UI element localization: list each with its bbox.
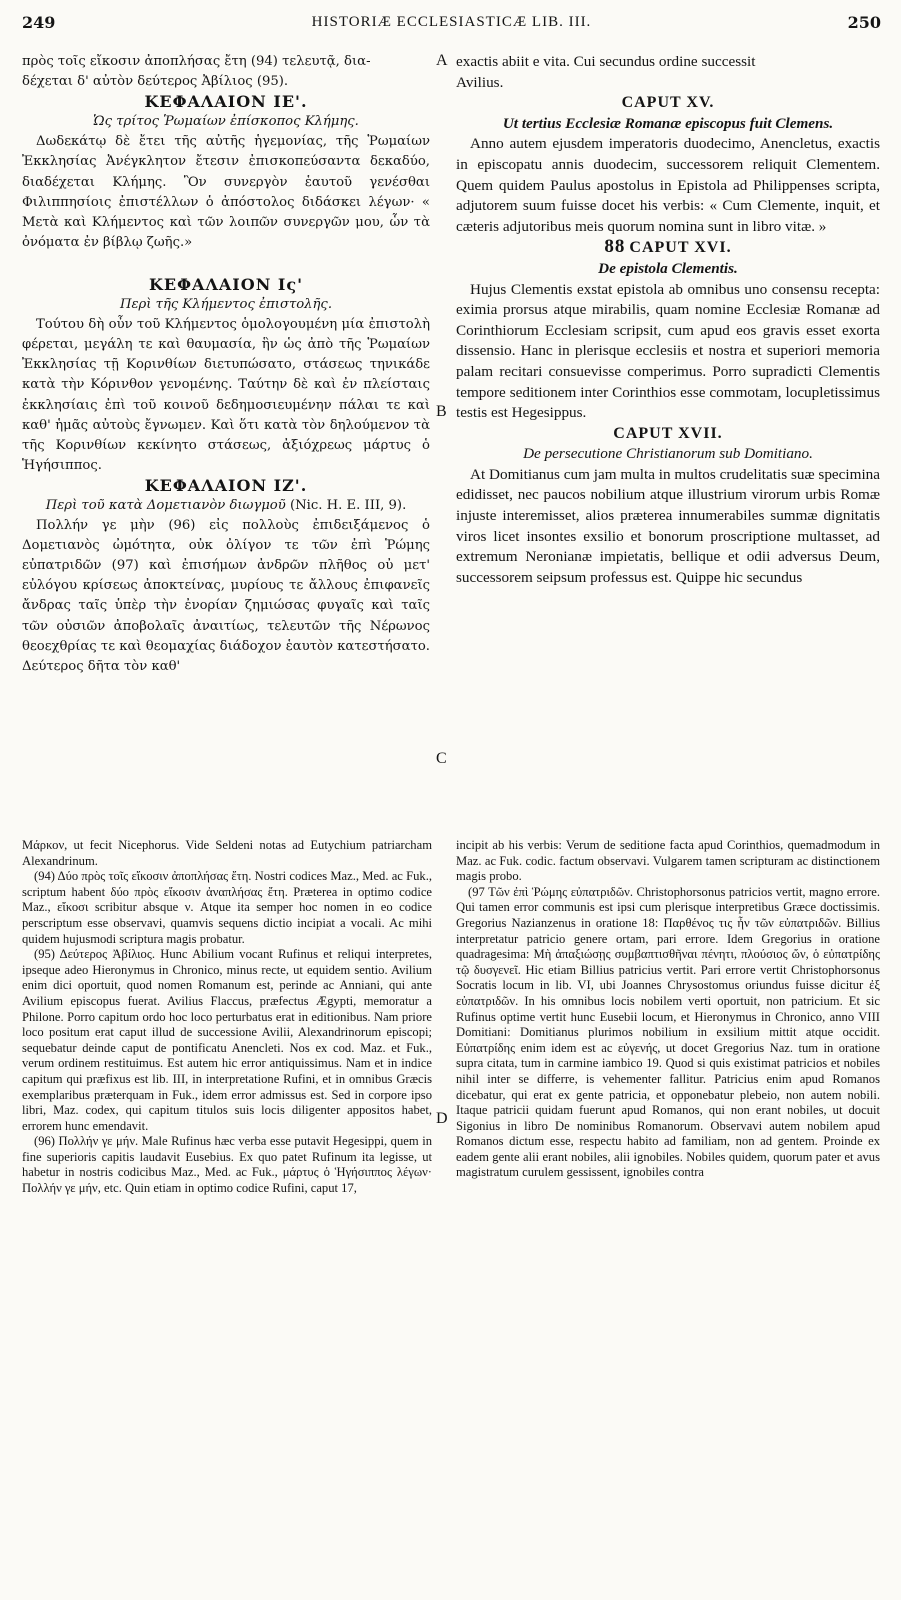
footnote-97: (97 Τῶν ἐπὶ Ῥώμης εὐπατριδῶν. Christophorsonus patricios vertit, magno errore. Qui tamen error communis est ipsi cum plerisque interpretibus Græce doctissimis. Gregorius Nazianzenus in oratione 18: Παρθένος τις ἦν τῶν εὐπατριδῶν. Billius interpretatur patricio genere ortam, pari errore. Idem Gregorius in oratione quadragesima: Μὴ ἀπαξιώσῃς συμβαπτισθῆναι πένητι, πλούσιος ὤν, ὁ εὐπατρίδης τῷ δυσγενεῖ. Hic etiam Billius patricius vertit. Pari errore vertit Christophorsonus Socratis locum in lib. VI, ubi Joannes Chrysostomus oriundus fuisse dicitur ἐξ εὐπατριδῶν. In his omnibus locis nobilem verti oportuit, non patricium. Et sic Rufinus optime vertit hunc Eusebii locum, et Hieronymus in Chronico, anno VIII Domitiani: Domitianus plurimos nobilium in exsilium mittit atque occidit. Εὐπατρίδης enim idem est ac εὐγενής, ut docet Gregorius Naz. tum in oratione supra citata, tum in carmine iambico 19. Quod si quis existimat patricios et nobiles nihil inter se differre, is vehementer fallitur. Patricius enim apud Romanos dicebatur, qui erat ex gente patricia, et opponebatur plebeio, non autem nobili. Itaque patricii quidam fuerunt apud Romanos, qui non erant nobiles, ut docuit Sigonius in libro De nominibus Romanorum. Observavi autem nobilem apud Romanos dictum esse, respectu habito ad familiam, non ad gentem. Proinde ex eadem gente alii erant nobiles, alii ignobiles. Nobiles quidem, quorum pater et avus magistratum curulem gessissent, ignobiles contra bbox=[456, 884, 880, 1180]
latin-chapter-15-text: Anno autem ejusdem imperatoris duodecimo, Anencletus, exactis in episcopatu annis duodecim, successorem reliquit Clementem. Quem quidem Paulus apostolus in Epistola ad Philippenses scripta, adjutorem suum fuisse docet his verbis: « Cum Clemente, inquit, et cæteris adjutoribus meis quorum nomina sunt in libro vitæ. » bbox=[456, 135, 880, 235]
footnote-96-continuation: incipit ab his verbis: Verum de seditione facta apud Corinthios, quemadmodum in Maz. ac Fuk. codic. factum observavi. Vulgarem tamen scripturam ac distinctionem magis probo. bbox=[456, 838, 880, 884]
latin-chapter-16-heading: CAPUT XVI. bbox=[629, 239, 732, 257]
greek-chapter-15-subtitle: Ὡς τρίτος Ῥωμαίων ἐπίσκοπος Κλήμης. bbox=[93, 114, 359, 130]
margin-marker-c: C bbox=[436, 750, 447, 767]
greek-chapter-16-subtitle: Περὶ τῆς Κλήμεντος ἐπιστολῆς. bbox=[119, 297, 333, 313]
greek-chapter-16-heading: ΚΕΦΑΛΑΙΟΝ Ις' bbox=[148, 274, 304, 294]
footnote-96: (96) Πολλήν γε μήν. Male Rufinus hæc verba esse putavit Hegesippi, quem in fine superioris capitis laudavit Eusebius. Ex quo patet Rufinum ita legisse, ut habetur in nostris codicibus Maz., Med. ac Fuk., μάρτυς ὁ Ἡγήσιππος λέγων· Πολλήν γε μήν, etc. Quin etiam in optimo codice Rufini, caput 17, bbox=[22, 1134, 432, 1196]
footnote-95: (95) Δεύτερος Ἀβίλιος. Hunc Abilium vocant Rufinus et reliqui interpretes, ipseque adeo Hieronymus in Chronico, minus recte, ut equidem sentio. Avilium enim dici oportuit, quod nomen Romanum est, perinde ac Anniani, qui ante Avilium episcopus fuerat. Avilius Flaccus, præfectus Ægypti, memoratur a Philone. Porro capitum ordo hoc loco perturbatus erat in editionibus. Nam priore loco positum erat caput illud de successione Avilii, Alexandrinorum episcopi; sequebatur deinde caput de pontificatu Anencleti. Nos ex cod. Maz. et Fuk., verum ordinem restituimus. Est autem hic error antiquissimus. Nam et in indice capitum qui præfixus est lib. III, in interpretatione Rufini, et in omnibus Græcis exemplaribus præterquam in Fuk., idem error admissus est. Sed in corpore ipso libri, Maz. codex, qui capitum titulos suis locis diligenter appositos habet, errorem hunc emendavit. bbox=[22, 947, 432, 1133]
margin-marker-d: D bbox=[436, 1110, 448, 1127]
latin-line-1: exactis abiit e vita. Cui secundus ordine successit bbox=[456, 53, 756, 70]
greek-chapter-15-text: Δωδεκάτῳ δὲ ἔτει τῆς αὐτῆς ἡγεμονίας, τῆς Ῥωμαίων Ἐκκλησίας Ἀνέγκλητον ἔτεσιν ἐπισκοπεύσαντα δεκαδύο, διαδέχεται Κλήμης. Ὃν συνεργὸν ἑαυτοῦ γενέσθαι Φιλιππησίοις ἐπιστέλλων ὁ ἀπόστολος διδάσκει λέγων· « Μετὰ καὶ Κλήμεντος καὶ τῶν λοιπῶν συνεργῶν μου, ὧν τὰ ὀνόματα ἐν βίβλῳ ζωῆς.» bbox=[22, 134, 430, 250]
latin-chapter-17-subtitle: De persecutione Christianorum sub Domitiano. bbox=[523, 445, 813, 463]
footnotes-right-column bbox=[456, 838, 880, 1181]
footnote-carryover: Μάρκον, ut fecit Nicephorus. Vide Seldeni notas ad Eutychium patriarcham Alexandrinum. bbox=[22, 838, 432, 868]
latin-chapter-16-text: Hujus Clementis exstat epistola ab omnibus uno consensu recepta: eximia prorsus atque mirabilis, quam nomine Ecclesiæ Romanæ ad Corinthiorum Ecclesiam scripsit, cum apud eos gravis esset exorta dissensio. Hanc in plerisque ecclesiis et nostra et superiori memoria palam recitari consuevisse comperimus. Porro supradicti Clementis tempore seditionem inter Corinthios esse commotam, locupletissimus testis est Hegesippus. bbox=[456, 280, 880, 422]
page-number-right: 250 bbox=[847, 13, 881, 32]
running-header bbox=[22, 13, 881, 39]
page-number-left: 249 bbox=[22, 13, 56, 32]
greek-chapter-17-subtitle bbox=[22, 496, 430, 516]
margin-marker-b: B bbox=[436, 403, 447, 420]
latin-chapter-16-subtitle: De epistola Clementis. bbox=[598, 259, 738, 277]
latin-chapter-17-text: At Domitianus cum jam multa in multos crudelitatis suæ specimina edidisset, nec paucos nobilium atque illustrium virorum urbis Romæ injuste interemisset, alios præterea innumerabiles summæ dignitatis viros licet insontes exsilio et bonorum proscriptione multasset, ad extremum Neronianæ impietatis, bellique et odii adversus Deum, successorem seipsum professus est. Quippe hic secundus bbox=[456, 465, 880, 586]
greek-line-1: πρὸς τοῖς εἴκοσιν ἀποπλήσας ἔτη (94) τελευτᾷ, δια- bbox=[22, 54, 371, 69]
latin-chapter-15-heading: CAPUT XV. bbox=[621, 94, 715, 112]
greek-text-column bbox=[22, 52, 430, 677]
column-number-88: 88 bbox=[604, 236, 626, 258]
greek-chapter-17-text: Πολλήν γε μὴν (96) εἰς πολλοὺς ἐπιδειξάμενος ὁ Δομετιανὸς ὠμότητα, οὐκ ὀλίγον τε τῶν ἐπὶ Ῥώμης εὐπατριδῶν (97) καὶ ἐπισήμων ἀνδρῶν πλῆθος οὐ μετ' εὐλόγου κρίσεως ἀποκτείνας, μυρίους τε ἄλλους ἐπιφανεῖς ἄνδρας ταῖς ὑπὲρ τὴν ἐνορίαν ζημιώσας φυγαῖς καὶ ταῖς τῶν οὐσιῶν ἀποβολαῖς ἀναιτίως, τελευτῶν τῆς Νέρωνος θεοεχθρίας τε καὶ θεομαχίας διάδοχον ἑαυτὸν κατεστήσατο. Δεύτερος δῆτα τὸν καθ' bbox=[22, 518, 430, 674]
latin-chapter-15-subtitle: Ut tertius Ecclesiæ Romanæ episcopus fuit Clemens. bbox=[502, 114, 834, 132]
greek-chapter-16-text: Τούτου δὴ οὖν τοῦ Κλήμεντος ὁμολογουμένη μία ἐπιστολὴ φέρεται, μεγάλη τε καὶ θαυμασία, ἣν ὡς ἀπὸ τῆς Ῥωμαίων Ἐκκλησίας τῇ Κορινθίων διετυπώσατο, στάσεως τηνικάδε κατὰ τὴν Κόρινθον γενομένης. Ταύτην δὲ καὶ ἐν πλείσταις ἐκκλησίαις ἐπὶ τοῦ κοινοῦ δεδημοσιευμένην πάλαι τε καὶ καθ' ἡμᾶς αὐτοὺς ἔγνωμεν. Καὶ ὅτι κατὰ τὸν δηλούμενον τὰ τῆς Κορινθίων κεκίνητο στάσεως, ἀξιόχρεως μάρτυς ὁ Ἡγήσιππος. bbox=[22, 317, 430, 473]
latin-text-column bbox=[456, 52, 880, 588]
footnotes-left-column bbox=[22, 838, 432, 1197]
margin-marker-a: A bbox=[436, 52, 448, 69]
footnote-94: (94) Δύο πρὸς τοῖς εἴκοσιν ἀποπλήσας ἔτη. Nostri codices Maz., Med. ac Fuk., scriptum habent δύο πρὸς εἴκοσιν ἀναπλήσας ἔτη. Præterea in optimo codice Maz., εἴκοσι scribitur absque ν. Atque ita semper hoc nomen in eo codice perscriptum esse observavi, quamvis sequens dictio incipiat a vocali. Ac mihi quidem hujusmodi scriptura magis probatur. bbox=[22, 869, 432, 946]
greek-chapter-17-reference: (Nic. H. E. III, 9). bbox=[289, 497, 407, 513]
latin-chapter-16-heading-line bbox=[456, 237, 880, 259]
latin-chapter-17-heading: CAPUT XVII. bbox=[613, 424, 723, 442]
greek-chapter-17-subtitle-text: Περὶ τοῦ κατὰ Δομετιανὸν διωγμοῦ bbox=[45, 497, 286, 513]
greek-chapter-17-heading: ΚΕΦΑΛΑΙΟΝ ΙΖ'. bbox=[144, 475, 308, 495]
latin-line-2: Avilius. bbox=[456, 73, 504, 91]
greek-line-2: δέχεται δ' αὐτὸν δεύτερος Ἀβίλιος (95). bbox=[22, 74, 289, 90]
greek-chapter-15-heading: ΚΕΦΑΛΑΙΟΝ ΙΕ'. bbox=[144, 92, 308, 112]
running-title: HISTORIÆ ECCLESIASTICÆ LIB. III. bbox=[311, 14, 592, 30]
